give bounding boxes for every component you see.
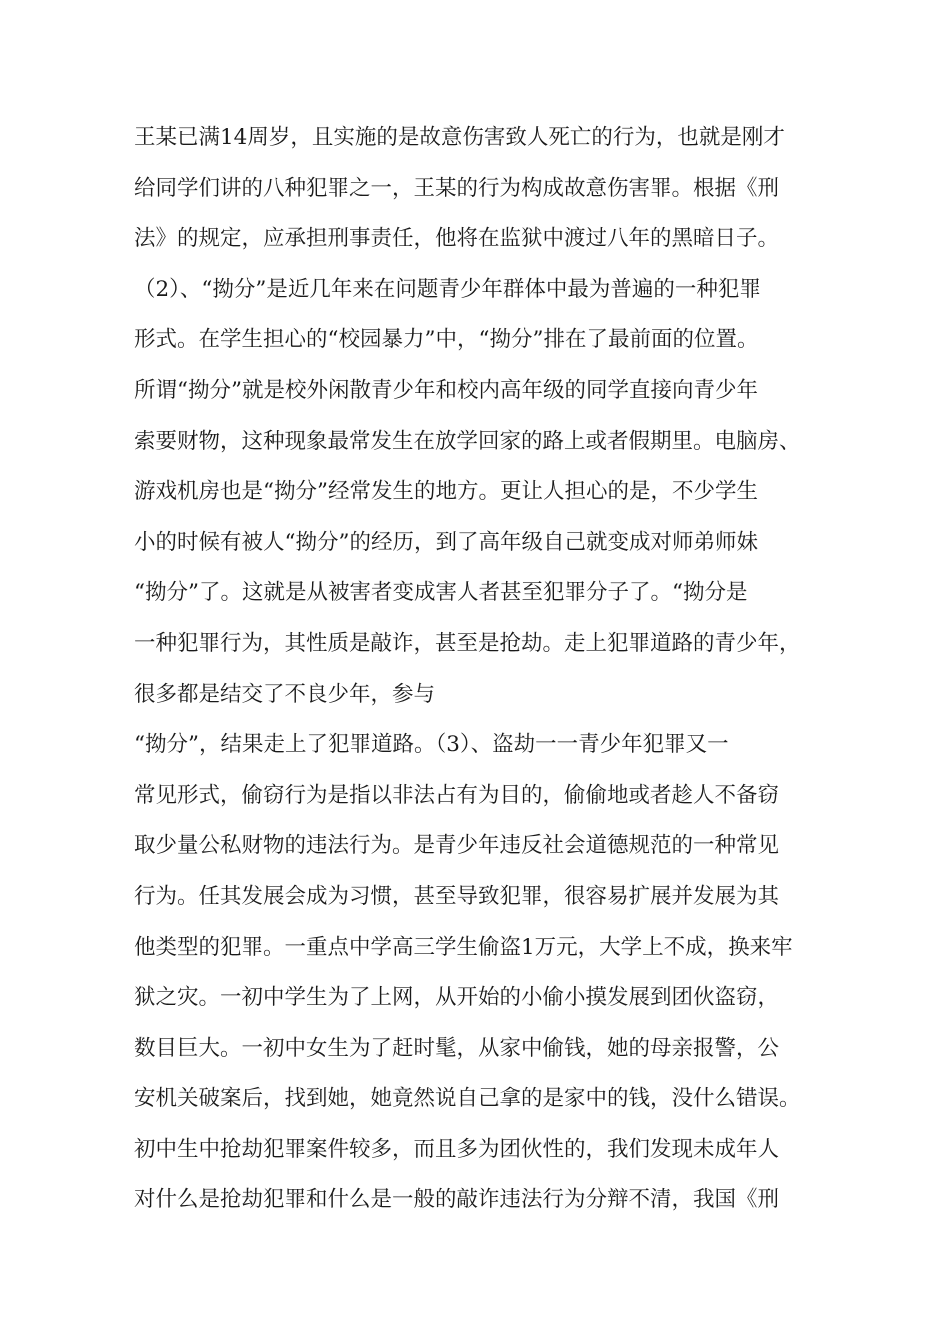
text-line: 取少量公私财物的违法行为。是青少年违反社会道德规范的一种常见 [134,833,780,859]
text-line: 初中生中抢劫犯罪案件较多，而且多为团伙性的，我们发现未成年人 [134,1136,780,1162]
text-line: 安机关破案后，找到她，她竟然说自己拿的是家中的钱，没什么错误。 [134,1086,801,1112]
text-line: 一种犯罪行为，其性质是敲诈，甚至是抢劫。走上犯罪道路的青少年， [134,630,801,656]
text-line: 小的时候有被人“拗分”的经历，到了高年级自己就变成对师弟师妹 [134,529,758,555]
text-line: 对什么是抢劫犯罪和什么是一般的敲诈违法行为分辩不清，我国《刑 [134,1187,780,1213]
text-line: “拗分”，结果走上了犯罪道路。（3）、盗劫一一青少年犯罪又一 [134,732,729,758]
text-line: 行为。任其发展会成为习惯，甚至导致犯罪，很容易扩展并发展为其 [134,883,780,909]
text-line: 他类型的犯罪。一重点中学高三学生偷盗1万元，大学上不成，换来牢 [134,934,793,960]
text-line: 所谓“拗分”就是校外闲散青少年和校内高年级的同学直接向青少年 [134,377,758,403]
text-line: （2）、“拗分”是近几年来在问题青少年群体中最为普遍的一种犯罪 [134,276,761,302]
text-line: “拗分”了。这就是从被害者变成害人者甚至犯罪分子了。“拗分是 [134,580,748,606]
text-line: 常见形式，偷窃行为是指以非法占有为目的，偷偷地或者趁人不备窃 [134,782,780,808]
text-line: 给同学们讲的八种犯罪之一，王某的行为构成故意伤害罪。根据《刑 [134,175,780,201]
text-line: 狱之灾。一初中学生为了上网，从开始的小偷小摸发展到团伙盗窃， [134,985,780,1011]
text-line: 游戏机房也是“拗分”经常发生的地方。更让人担心的是，不少学生 [134,479,758,505]
text-line: 形式。在学生担心的“校园暴力”中，“拗分”排在了最前面的位置。 [134,327,759,353]
body-text [134,120,834,1233]
text-line: 王某已满14周岁，且实施的是故意伤害致人死亡的行为，也就是刚才 [134,125,785,150]
text-line: 数目巨大。一初中女生为了赶时髦，从家中偷钱，她的母亲报警，公 [134,1035,780,1061]
text-line: 很多都是结交了不良少年，参与 [134,681,436,707]
text-line: 索要财物，这种现象最常发生在放学回家的路上或者假期里。电脑房、 [134,428,801,454]
text-line: 法》的规定，应承担刑事责任，他将在监狱中渡过八年的黑暗日子。 [134,226,780,252]
